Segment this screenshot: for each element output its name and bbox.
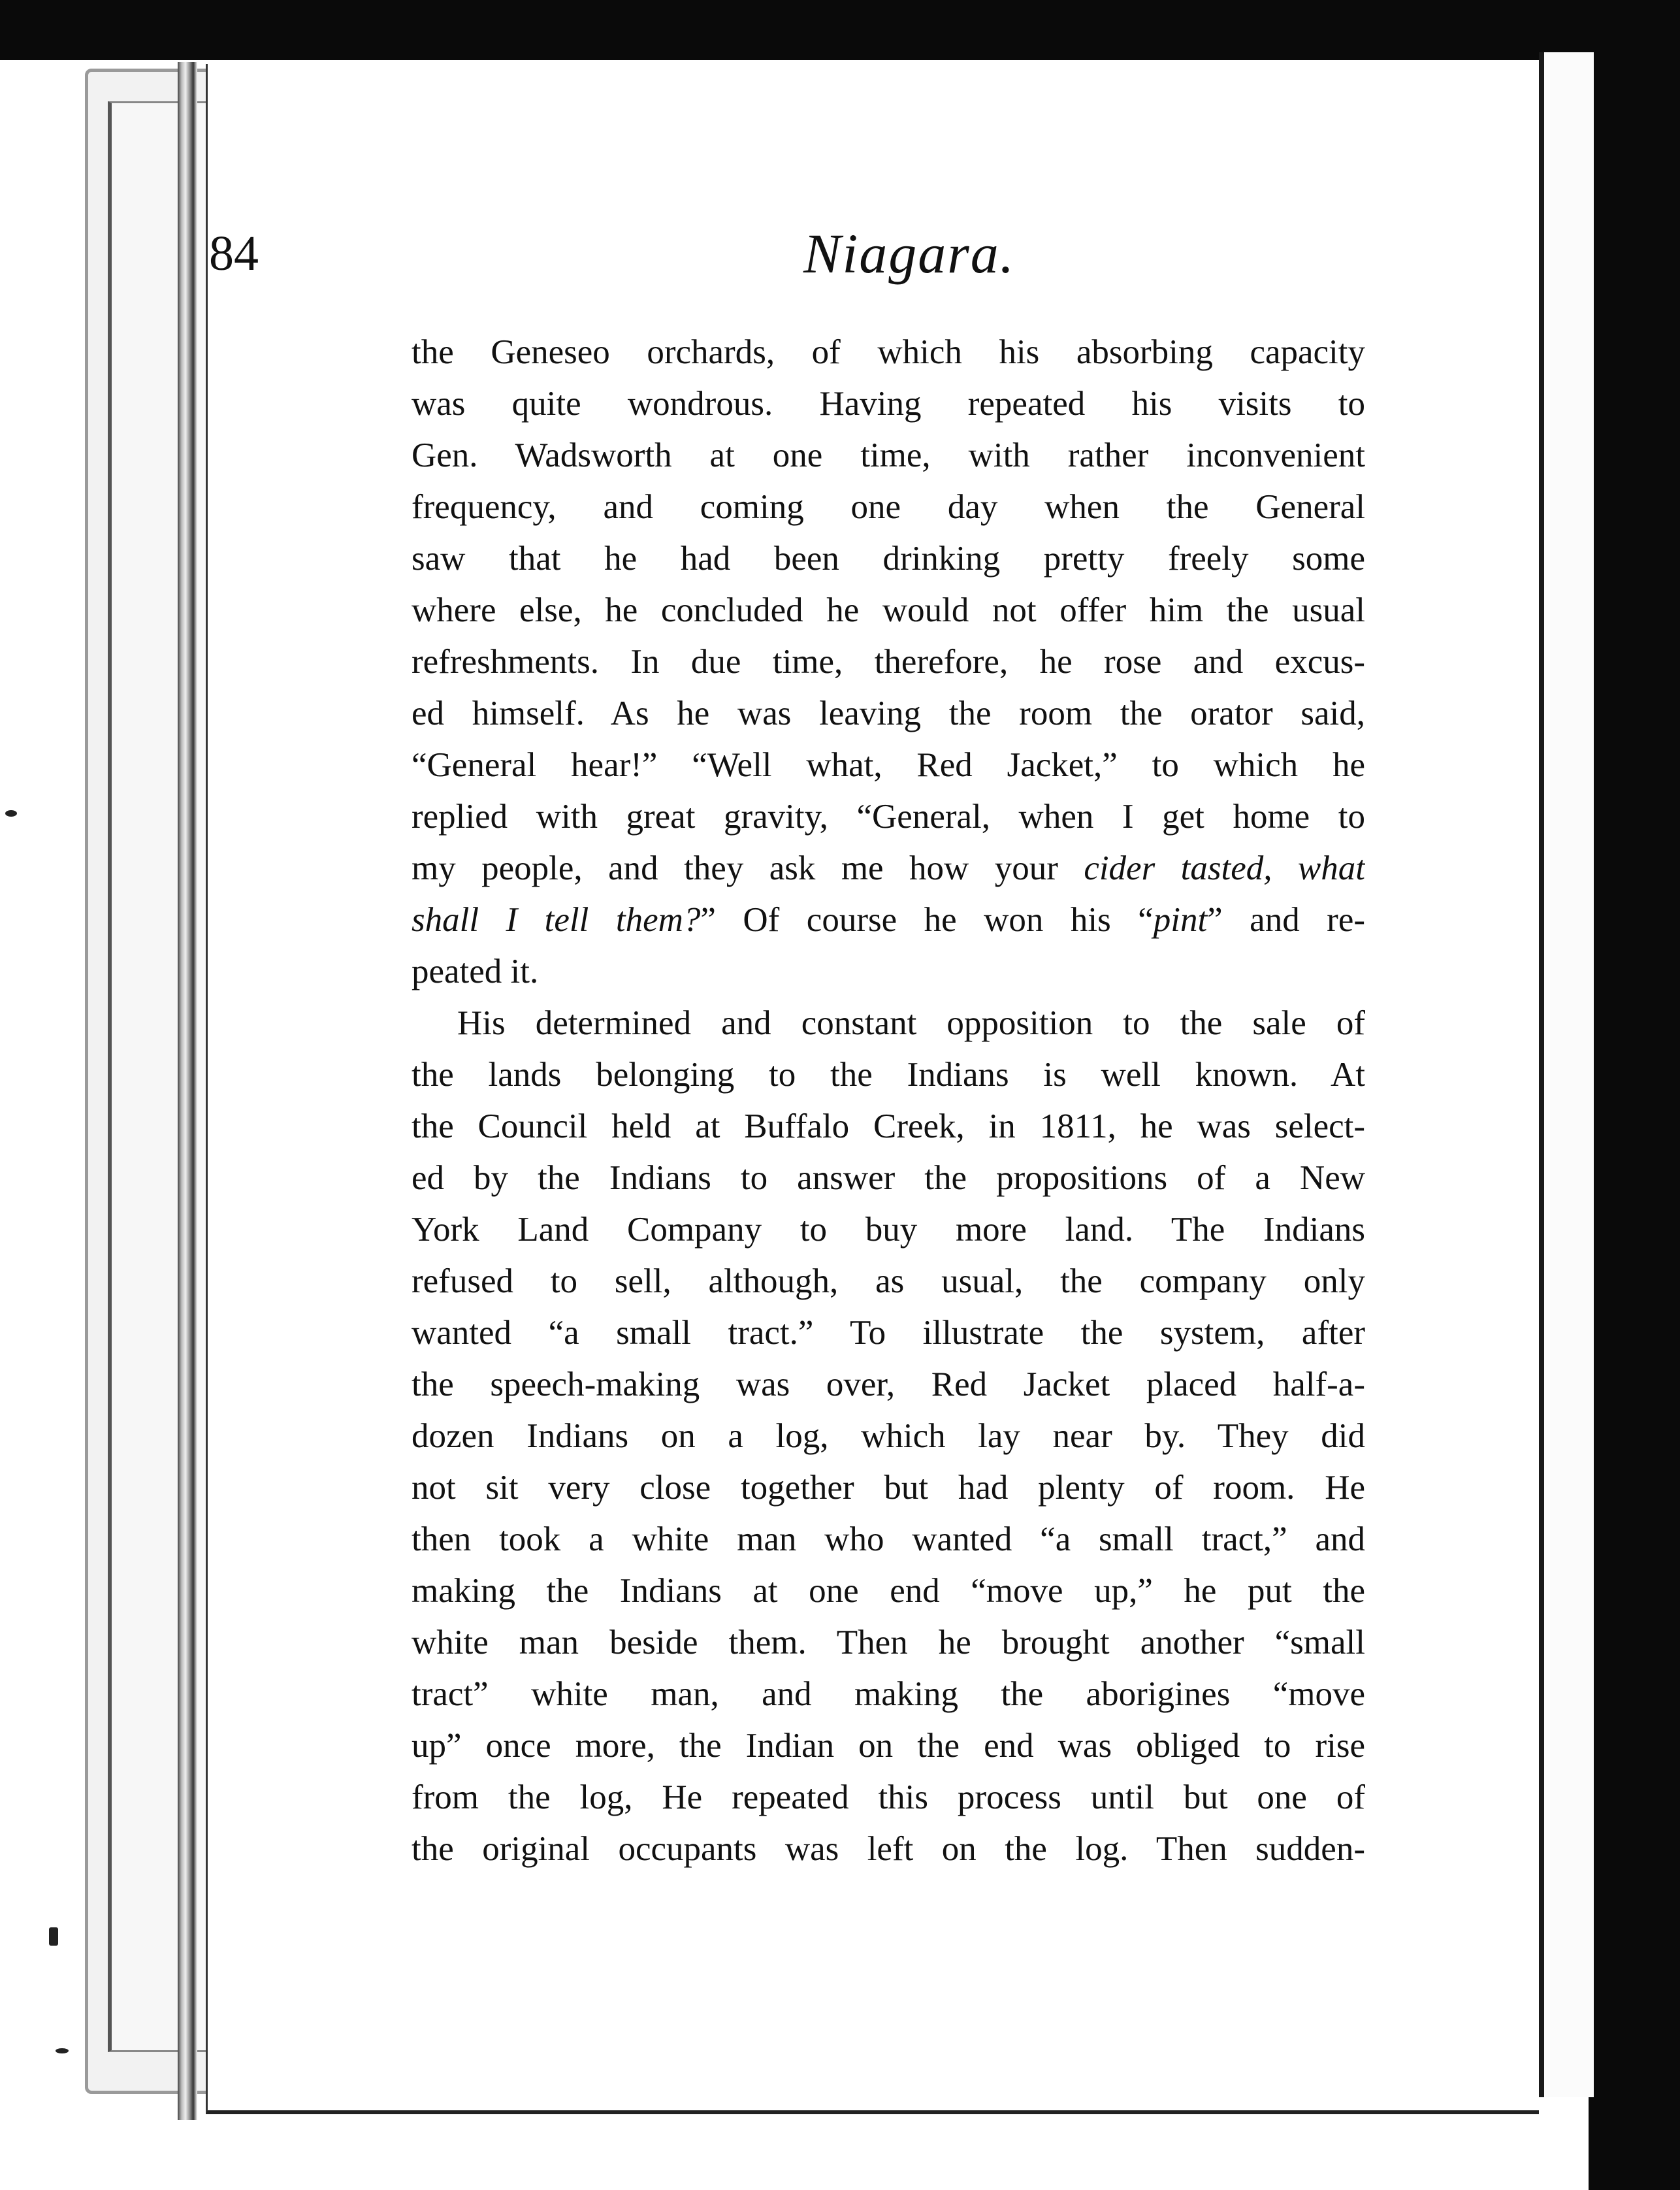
text-segment: refused to sell, although, as usual, the company only — [412, 1262, 1365, 1300]
text-segment: Gen. Wadsworth at one time, with rather inconvenient — [412, 436, 1365, 474]
running-title: Niagara. — [803, 222, 1016, 285]
text-line — [412, 1617, 1365, 1669]
text-line — [412, 1462, 1365, 1514]
text-line — [412, 1101, 1365, 1152]
scan-border-right — [1589, 0, 1680, 2190]
text-segment: saw that he had been drinking pretty freely some — [412, 540, 1365, 578]
text-segment: refreshments. In due time, therefore, he rose and excus- — [412, 643, 1365, 681]
text-segment: ” and re- — [1207, 901, 1365, 939]
scan-speck — [49, 1927, 58, 1946]
text-line — [412, 533, 1365, 585]
italic-text: cider tasted, what — [1084, 849, 1365, 887]
text-segment: where else, he concluded he would not offer him the usual — [412, 591, 1365, 629]
text-line — [412, 1565, 1365, 1617]
text-line — [412, 998, 1365, 1049]
text-segment: the Geneseo orchards, of which his absorbing capacity — [412, 333, 1365, 371]
paragraph — [412, 998, 1365, 1875]
text-segment: York Land Company to buy more land. The Indians — [412, 1211, 1365, 1249]
text-segment: ed by the Indians to answer the propositions of a New — [412, 1159, 1365, 1197]
text-segment: then took a white man who wanted “a small tract,” and — [412, 1520, 1365, 1558]
text-segment: dozen Indians on a log, which lay near by. They did — [412, 1417, 1365, 1455]
text-segment: not sit very close together but had plenty of room. He — [412, 1469, 1365, 1507]
book-spine — [178, 62, 197, 2120]
text-line — [412, 843, 1365, 894]
text-segment: His determined and constant opposition to the sale of — [457, 1004, 1365, 1042]
text-segment: my people, and they ask me how your — [412, 849, 1084, 887]
text-segment: was quite wondrous. Having repeated his visits to — [412, 385, 1365, 423]
text-segment: making the Indians at one end “move up,” he put the — [412, 1572, 1365, 1610]
text-segment: “General hear!” “Well what, Red Jacket,” to which he — [412, 746, 1365, 784]
text-line — [412, 1359, 1365, 1411]
text-segment: from the log, He repeated this process until but one of — [412, 1778, 1365, 1816]
body-text — [412, 327, 1365, 1875]
text-segment: the Council held at Buffalo Creek, in 1811, he was select- — [412, 1107, 1365, 1145]
italic-text: pint — [1153, 901, 1208, 939]
paragraph — [412, 327, 1365, 998]
text-line — [412, 894, 1365, 946]
text-segment: tract” white man, and making the aborigines “move — [412, 1675, 1365, 1713]
text-segment: wanted “a small tract.” To illustrate the system, after — [412, 1314, 1365, 1352]
scan-speck — [5, 810, 17, 817]
text-line — [412, 791, 1365, 843]
text-line — [412, 740, 1365, 791]
text-line — [412, 946, 1365, 998]
scan-border-top — [0, 0, 1680, 60]
text-line — [412, 327, 1365, 378]
italic-text: shall I tell them? — [412, 901, 701, 939]
text-line — [412, 1049, 1365, 1101]
text-line — [412, 1152, 1365, 1204]
text-line — [412, 1256, 1365, 1307]
page-number: 84 — [209, 226, 259, 281]
text-segment: white man beside them. Then he brought another “small — [412, 1624, 1365, 1661]
text-segment: peated it. — [412, 953, 539, 990]
next-page-edge — [1539, 52, 1594, 2097]
text-line — [412, 585, 1365, 636]
text-segment: frequency, and coming one day when the General — [412, 488, 1365, 526]
text-segment: ed himself. As he was leaving the room the orator said, — [412, 695, 1365, 732]
text-segment: ” Of course he won his “ — [700, 901, 1154, 939]
text-segment: up” once more, the Indian on the end was obliged to rise — [412, 1727, 1365, 1765]
scan-speck — [56, 2048, 69, 2053]
text-line — [412, 636, 1365, 688]
text-line — [412, 1823, 1365, 1875]
text-segment: the original occupants was left on the log. Then sudden- — [412, 1830, 1365, 1868]
text-segment: replied with great gravity, “General, when I get home to — [412, 798, 1365, 836]
text-line — [412, 1772, 1365, 1823]
text-line — [412, 482, 1365, 533]
text-segment: the lands belonging to the Indians is well known. At — [412, 1056, 1365, 1094]
text-segment: the speech-making was over, Red Jacket placed half-a- — [412, 1365, 1365, 1403]
text-line — [412, 1307, 1365, 1359]
text-line — [412, 1720, 1365, 1772]
text-line — [412, 1669, 1365, 1720]
text-line — [412, 1411, 1365, 1462]
text-line — [412, 1204, 1365, 1256]
text-line — [412, 1514, 1365, 1565]
text-line — [412, 430, 1365, 482]
text-line — [412, 688, 1365, 740]
text-line — [412, 378, 1365, 430]
